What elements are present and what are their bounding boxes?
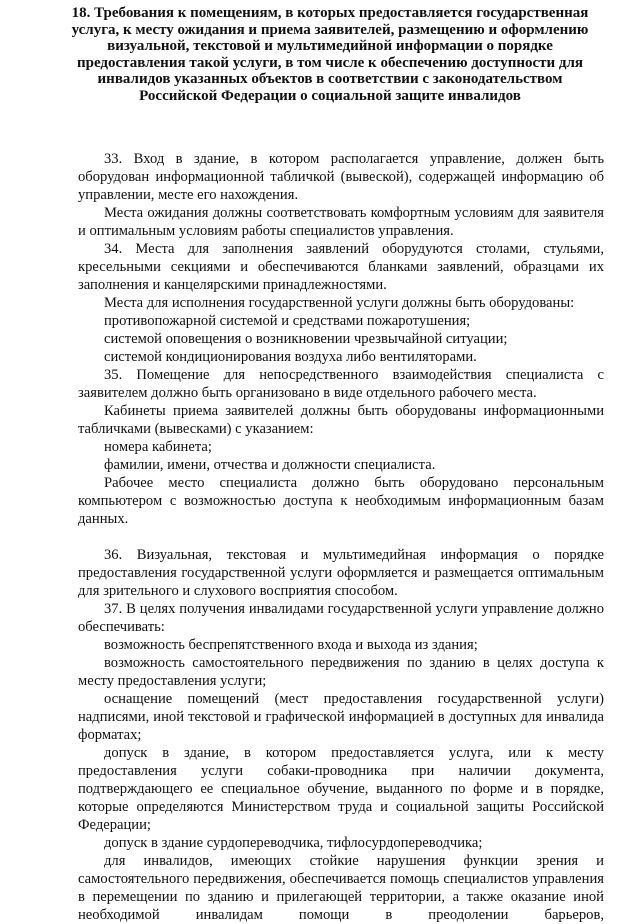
- paragraph-34: 34. Места для заполнения заявлений оборудуются столами, стульями, кресельными секциями и обеспечиваются бланками заявлений, образцами их заполнения и канцелярскими принадлежностями.: [78, 241, 604, 293]
- list-item: системой кондиционирования воздуха либо вентиляторами.: [104, 349, 477, 365]
- list-item: номера кабинета;: [104, 439, 212, 455]
- heading-line: 18. Требования к помещениям, в которых предоставляется государственная: [71, 5, 589, 21]
- paragraph: Кабинеты приема заявителей должны быть оборудованы информационными табличками (вывесками) с указанием:: [78, 403, 604, 437]
- paragraph-35: 35. Помещение для непосредственного взаимодействия специалиста с заявителем должно быть организовано в виде отдельного рабочего места.: [78, 367, 604, 401]
- list-item: оснащение помещений (мест предоставления государственной услуги) надписями, иной текстовой и графической информацией в доступных для инвалида форматах;: [78, 691, 604, 743]
- section-heading: [60, 5, 600, 104]
- list-item: допуск в здание, в котором предоставляется услуга, или к месту предоставления услуги собаки-проводника при наличии документа, подтверждающего ее специальное обучение, выданного по форме и в порядке, которые определяются Министерством труда и социальной защиты Российской Федерации;: [78, 745, 604, 833]
- list-item: возможность самостоятельного передвижения по зданию в целях доступа к месту предоставления услуги;: [78, 655, 604, 689]
- heading-line: услуга, к месту ожидания и приема заявителей, размещению и оформлению: [71, 21, 589, 38]
- paragraph: Рабочее место специалиста должно быть оборудовано персональным компьютером с возможностью доступа к необходимым информационным базам данных.: [78, 475, 604, 527]
- paragraph-36: 36. Визуальная, текстовая и мультимедийная информация о порядке предоставления государственной услуги оформляется и размещается оптимальным для зрительного и слухового восприятия способом.: [78, 547, 604, 599]
- list-item: противопожарной системой и средствами пожаротушения;: [104, 313, 471, 329]
- paragraph-37: 37. В целях получения инвалидами государственной услуги управление должно обеспечивать:: [78, 601, 604, 635]
- list-item: допуск в здание сурдопереводчика, тифлосурдопереводчика;: [104, 835, 483, 851]
- paragraph: Места ожидания должны соответствовать комфортным условиям для заявителя и оптимальным условиям работы специалистов управления.: [78, 205, 604, 239]
- list-item: возможность беспрепятственного входа и выхода из здания;: [104, 637, 478, 653]
- list-item: системой оповещения о возникновении чрезвычайной ситуации;: [104, 331, 508, 347]
- list-item: для инвалидов, имеющих стойкие нарушения функции зрения и самостоятельного передвижения, обеспечивается помощь специалистов управления в перемещении по зданию и прилегающей территории, а также оказание иной необходимой инвалидам помощи в преодолении барьеров,: [78, 853, 604, 923]
- document-body: [78, 150, 604, 924]
- list-item: фамилии, имени, отчества и должности специалиста.: [104, 457, 436, 473]
- paragraph: Места для исполнения государственной услуги должны быть оборудованы:: [104, 295, 575, 311]
- heading-line: предоставления такой услуги, в том числе к обеспечению доступности для: [76, 54, 584, 71]
- paragraph-33: 33. Вход в здание, в котором располагается управление, должен быть оборудован информационной табличкой (вывеской), содержащей информацию об управлении, месте его нахождения.: [78, 151, 604, 203]
- heading-line: Российской Федерации о социальной защите инвалидов: [139, 87, 521, 104]
- heading-line: визуальной, текстовой и мультимедийной информации о порядке: [107, 38, 553, 54]
- heading-line: инвалидов указанных объектов в соответствии с законодательством: [97, 71, 563, 87]
